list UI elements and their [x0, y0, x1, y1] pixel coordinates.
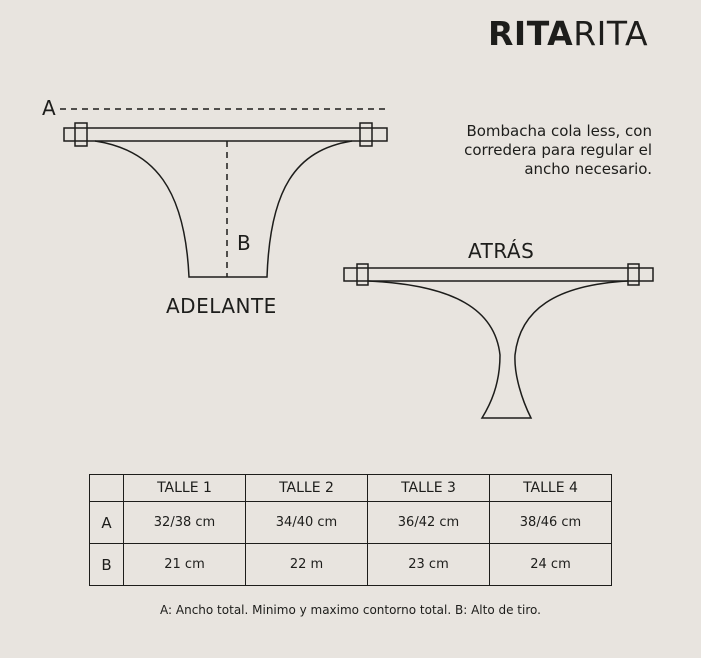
- back-slider-left: [357, 264, 368, 285]
- row-label: A: [90, 502, 124, 544]
- table-cell: 23 cm: [368, 544, 490, 586]
- label-b: B: [237, 231, 252, 255]
- description-line: ancho necesario.: [524, 160, 652, 178]
- table-cell: 36/42 cm: [368, 502, 490, 544]
- brand-bold: RITA: [488, 14, 574, 53]
- front-body-outline: [95, 141, 352, 277]
- front-slider-right: [360, 123, 372, 146]
- table-cell: 34/40 cm: [246, 502, 368, 544]
- size-table: [89, 474, 612, 586]
- back-body-outline: [368, 281, 628, 418]
- table-corner-cell: [90, 475, 124, 502]
- header-cell: TALLE 3: [368, 475, 490, 502]
- description-line: Bombacha cola less, con: [466, 122, 652, 140]
- brand-light: RITA: [573, 14, 649, 53]
- header-cell: TALLE 1: [124, 475, 246, 502]
- label-front: ADELANTE: [166, 294, 277, 318]
- row-label: B: [90, 544, 124, 586]
- back-slider-right: [628, 264, 639, 285]
- front-slider-left: [75, 123, 87, 146]
- header-cell: TALLE 2: [246, 475, 368, 502]
- table-cell: 38/46 cm: [490, 502, 612, 544]
- back-waistband: [344, 268, 653, 281]
- table-cell: 22 m: [246, 544, 368, 586]
- header-cell: TALLE 4: [490, 475, 612, 502]
- table-cell: 24 cm: [490, 544, 612, 586]
- front-waistband: [64, 128, 387, 141]
- label-back: ATRÁS: [468, 239, 535, 263]
- table-row: [90, 502, 612, 544]
- table-cell: 32/38 cm: [124, 502, 246, 544]
- footnote: A: Ancho total. Minimo y maximo contorno total. B: Alto de tiro.: [160, 603, 541, 617]
- description-line: corredera para regular el: [464, 141, 652, 159]
- table-header-row: [90, 475, 612, 502]
- table-cell: 21 cm: [124, 544, 246, 586]
- label-a: A: [42, 96, 57, 120]
- table-row: [90, 544, 612, 586]
